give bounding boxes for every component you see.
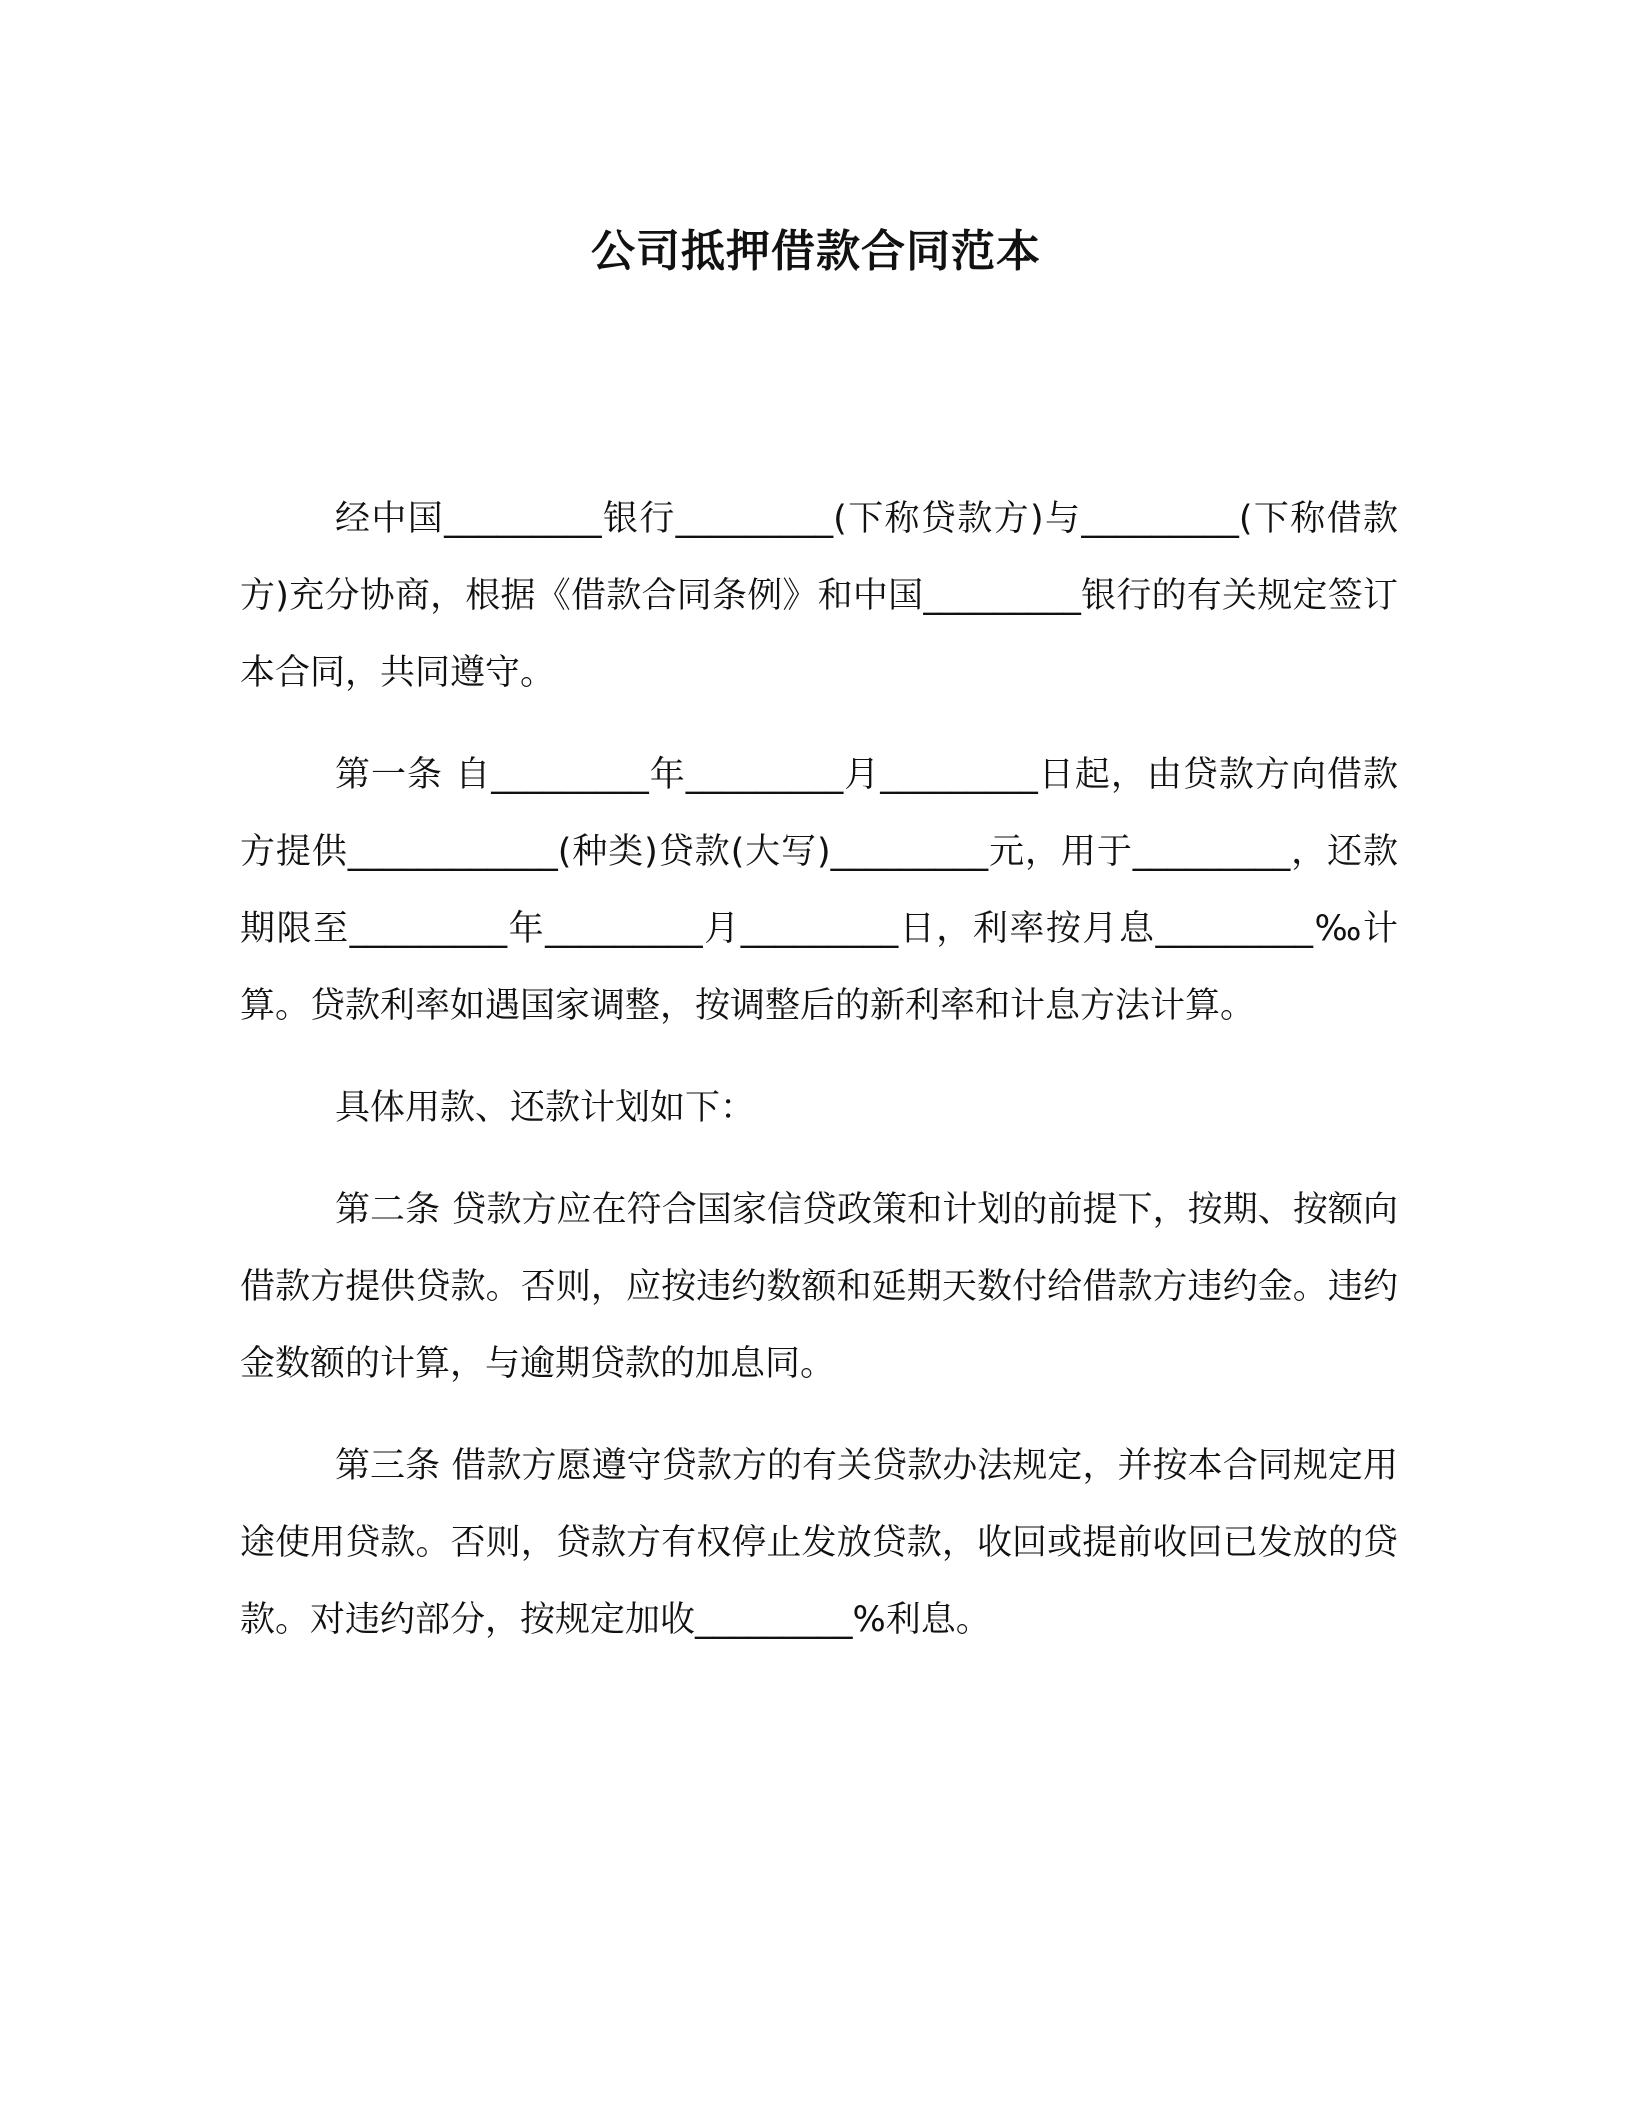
article-1-paragraph: 第一条 自_________年_________月_________日起，由贷款方向借款方提供____________(种类)贷款(大写)_________元，用于_________，还款期限至_________年_________月_________日，利率按月息_________‰计算。贷款利率如遇国家调整，按调整后的新利率和计息方法计算。 (240, 755, 1398, 1026)
repayment-plan-paragraph: 具体用款、还款计划如下： (335, 1088, 756, 1128)
preamble-paragraph: 经中国_________银行_________(下称贷款方)与_________(下称借款方)充分协商，根据《借款合同条例》和中国_________银行的有关规定签订本合同，共同遵守。 (240, 499, 1398, 693)
document-title: 公司抵押借款合同范本 (591, 226, 1041, 277)
article-3-paragraph: 第三条 借款方愿遵守贷款方的有关贷款办法规定，并按本合同规定用途使用贷款。否则，贷款方有权停止发放贷款，收回或提前收回已发放的贷款。对违约部分，按规定加收_________%利息。 (240, 1446, 1398, 1640)
article-2-paragraph: 第二条 贷款方应在符合国家信贷政策和计划的前提下，按期、按额向借款方提供贷款。否则，应按违约数额和延期天数付给借款方违约金。违约金数额的计算，与逾期贷款的加息同。 (240, 1190, 1398, 1384)
document-body (240, 481, 1398, 1659)
